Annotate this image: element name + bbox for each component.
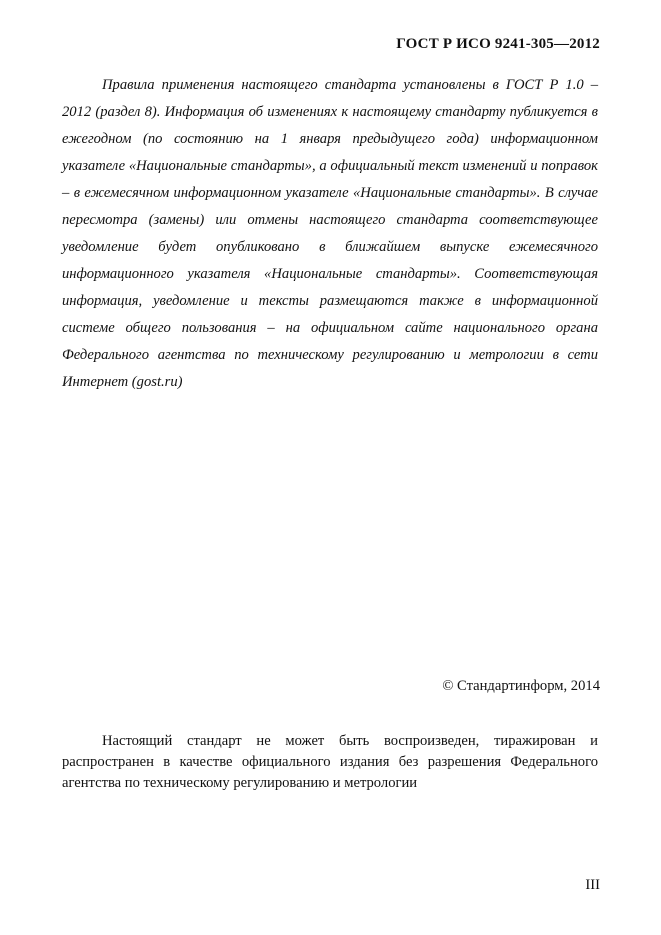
reproduction-notice: Настоящий стандарт не может быть воспроизведен, тиражирован и распространен в качестве официального издания без разрешения Федерального агентства по техническому регулированию и метрологии [62, 733, 598, 791]
copyright-line: © Стандартинформ, 2014 [442, 678, 600, 694]
page-number: III [585, 877, 600, 893]
document-header: ГОСТ Р ИСО 9241-305—2012 [396, 36, 600, 52]
standard-application-paragraph: Правила применения настоящего стандарта установлены в ГОСТ Р 1.0 – 2012 (раздел 8). Информация об изменениях к настоящему стандарту публикуется в ежегодном (по состоянию на 1 января предыдущего года) информационном указателе «Национальные стандарты», а официальный текст изменений и поправок – в ежемесячном информационном указателе «Национальные стандарты». В случае пересмотра (замены) или отмены настоящего стандарта соответствующее уведомление будет опубликовано в ближайшем выпуске ежемесячного информационного указателя «Национальные стандарты». Соответствующая информация, уведомление и тексты размещаются также в информационной системе общего пользования – на официальном сайте национального органа Федерального агентства по техническому регулированию и метрологии в сети Интернет (gost.ru) [62, 77, 598, 390]
